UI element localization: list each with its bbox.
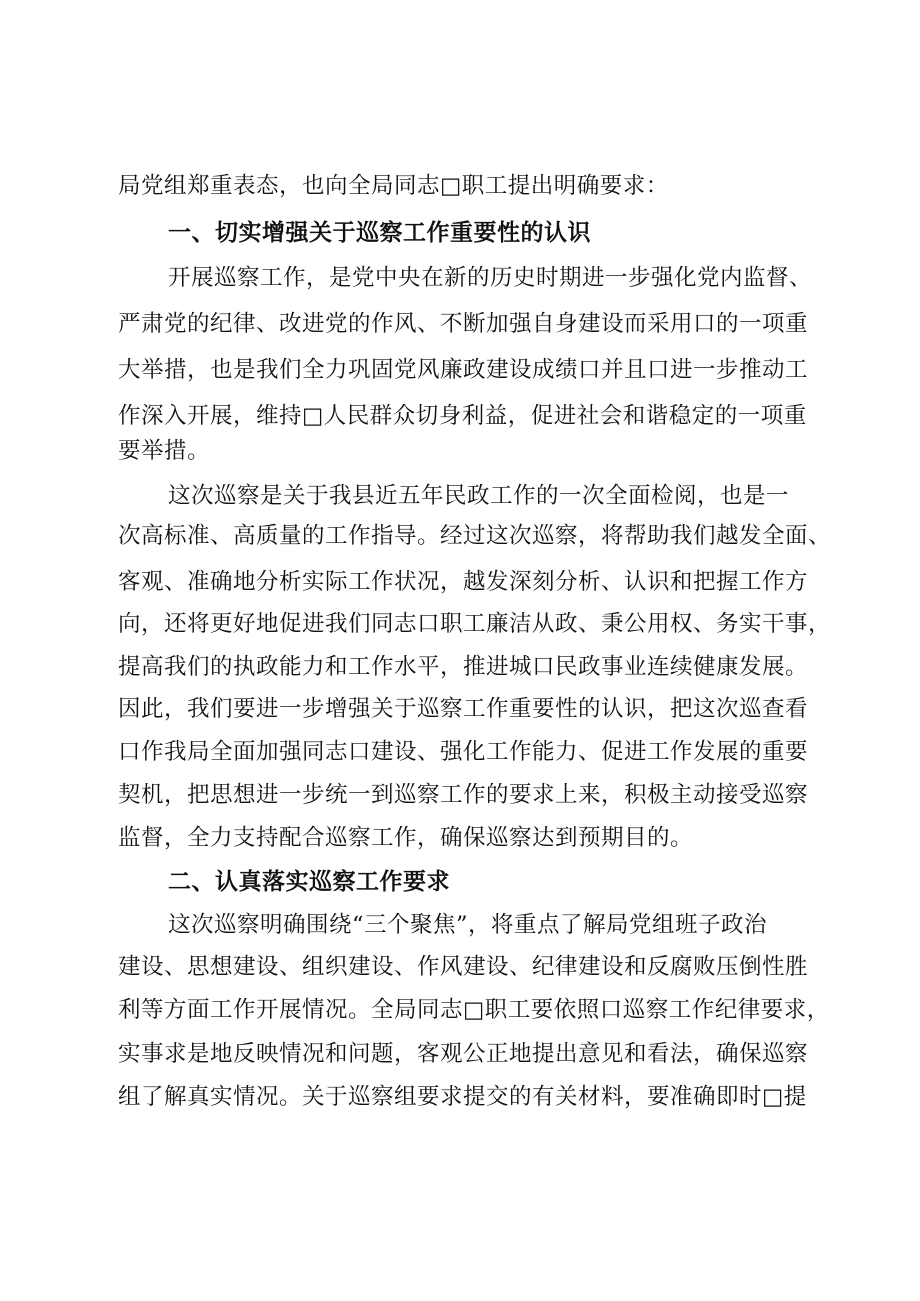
paragraph-line: 大举措，也是我们全力巩固党风廉政建设成绩口并且口进一步推动工 bbox=[118, 357, 809, 383]
paragraph-line: 实事求是地反映情况和问题，客观公正地提出意见和看法，确保巡察 bbox=[118, 1041, 809, 1067]
paragraph-line: 口作我局全面加强同志口建设、强化工作能力、促进工作发展的重要 bbox=[118, 739, 809, 765]
paragraph-line: 因此，我们要进一步增强关于巡察工作重要性的认识，把这次巡查看 bbox=[118, 696, 809, 722]
paragraph-line: 利等方面工作开展情况。全局同志□职工要依照口巡察工作纪律要求， bbox=[118, 997, 830, 1023]
paragraph-line: 契机，把思想进一步统一到巡察工作的要求上来，积极主动接受巡察 bbox=[118, 782, 809, 808]
paragraph-line: 要举措。 bbox=[118, 438, 211, 464]
section-2-heading: 二、认真落实巡察工作要求 bbox=[168, 869, 450, 895]
paragraph-line: 组了解真实情况。关于巡察组要求提交的有关材料，要准确即时□提 bbox=[118, 1084, 807, 1110]
intro-line: 局党组郑重表态，也向全局同志□职工提出明确要求： bbox=[118, 173, 669, 199]
paragraph-line: 开展巡察工作，是党中央在新的历史时期进一步强化党内监督、 bbox=[168, 265, 813, 291]
paragraph-line: 提高我们的执政能力和工作水平，推进城口民政事业连续健康发展。 bbox=[118, 654, 809, 680]
paragraph-line: 次高标准、高质量的工作指导。经过这次巡察，将帮助我们越发全面、 bbox=[118, 523, 832, 549]
paragraph-line: 客观、准确地分析实际工作状况，越发深刻分析、认识和把握工作方 bbox=[118, 569, 809, 595]
paragraph-line: 作深入开展，维持□人民群众切身利益，促进社会和谐稳定的一项重 bbox=[118, 403, 807, 429]
section-1-heading: 一、切实增强关于巡察工作重要性的认识 bbox=[168, 220, 591, 246]
paragraph-line: 这次巡察是关于我县近五年民政工作的一次全面检阅，也是一 bbox=[168, 483, 790, 509]
paragraph-line: 监督，全力支持配合巡察工作，确保巡察达到预期目的。 bbox=[118, 825, 694, 851]
paragraph-line: 严肃党的纪律、改进党的作风、不断加强自身建设而采用口的一项重 bbox=[118, 311, 809, 337]
paragraph-line: 向，还将更好地促进我们同志口职工廉洁从政、秉公用权、务实干事， bbox=[118, 611, 832, 637]
paragraph-line: 这次巡察明确围绕“三个聚焦”，将重点了解局党组班子政治 bbox=[168, 912, 768, 938]
paragraph-line: 建设、思想建设、组织建设、作风建设、纪律建设和反腐败压倒性胜 bbox=[118, 954, 809, 980]
